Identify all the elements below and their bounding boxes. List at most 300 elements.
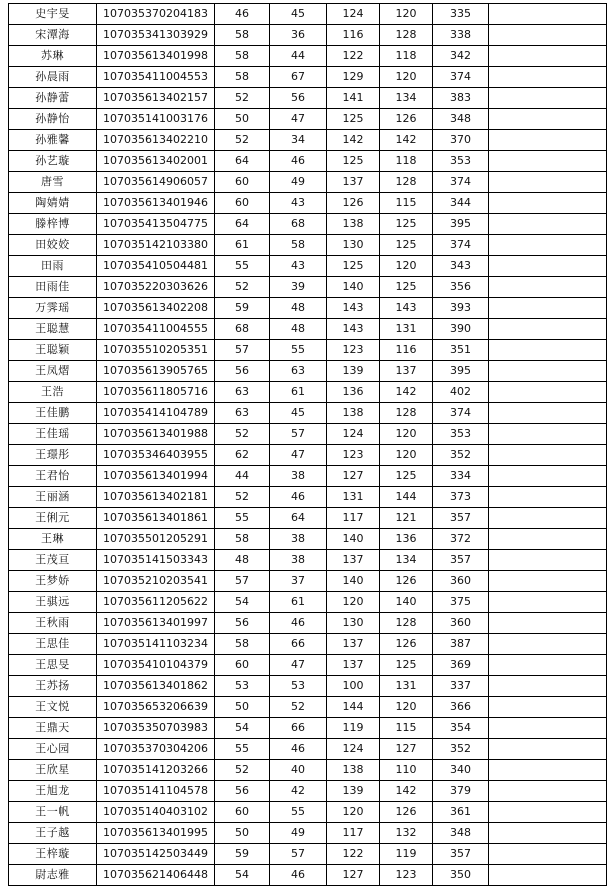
score-2-cell: 46 (270, 613, 327, 634)
note-cell (489, 529, 607, 550)
name-cell: 王丽涵 (9, 487, 97, 508)
total-cell: 344 (433, 193, 489, 214)
score-1-cell: 60 (215, 802, 270, 823)
score-3-cell: 129 (327, 67, 380, 88)
note-cell (489, 172, 607, 193)
note-cell (489, 550, 607, 571)
score-4-cell: 123 (380, 865, 433, 886)
name-cell: 王梓璇 (9, 844, 97, 865)
score-3-cell: 120 (327, 802, 380, 823)
score-2-cell: 40 (270, 760, 327, 781)
name-cell: 滕梓博 (9, 214, 97, 235)
exam-id-cell: 107035414104789 (97, 403, 215, 424)
score-4-cell: 140 (380, 592, 433, 613)
score-4-cell: 128 (380, 403, 433, 424)
total-cell: 379 (433, 781, 489, 802)
name-cell: 唐雪 (9, 172, 97, 193)
total-cell: 337 (433, 676, 489, 697)
total-cell: 374 (433, 235, 489, 256)
note-cell (489, 760, 607, 781)
note-cell (489, 235, 607, 256)
note-cell (489, 193, 607, 214)
score-4-cell: 128 (380, 613, 433, 634)
total-cell: 374 (433, 172, 489, 193)
score-4-cell: 131 (380, 319, 433, 340)
score-3-cell: 127 (327, 466, 380, 487)
score-1-cell: 60 (215, 655, 270, 676)
score-3-cell: 119 (327, 718, 380, 739)
score-4-cell: 127 (380, 739, 433, 760)
note-cell (489, 592, 607, 613)
table-row (9, 739, 607, 760)
score-1-cell: 56 (215, 361, 270, 382)
score-4-cell: 120 (380, 4, 433, 25)
note-cell (489, 4, 607, 25)
name-cell: 王文悦 (9, 697, 97, 718)
table-row (9, 172, 607, 193)
note-cell (489, 298, 607, 319)
exam-id-cell: 107035141203266 (97, 760, 215, 781)
name-cell: 王凤熠 (9, 361, 97, 382)
note-cell (489, 739, 607, 760)
table-row (9, 676, 607, 697)
score-3-cell: 137 (327, 655, 380, 676)
score-2-cell: 34 (270, 130, 327, 151)
score-2-cell: 55 (270, 802, 327, 823)
note-cell (489, 277, 607, 298)
exam-id-cell: 107035613402001 (97, 151, 215, 172)
table-row (9, 781, 607, 802)
score-3-cell: 116 (327, 25, 380, 46)
total-cell: 351 (433, 340, 489, 361)
score-2-cell: 47 (270, 655, 327, 676)
total-cell: 340 (433, 760, 489, 781)
exam-id-cell: 107035621406448 (97, 865, 215, 886)
table-row (9, 466, 607, 487)
table-row (9, 697, 607, 718)
score-2-cell: 55 (270, 340, 327, 361)
score-4-cell: 125 (380, 277, 433, 298)
score-2-cell: 43 (270, 256, 327, 277)
total-cell: 395 (433, 361, 489, 382)
table-row (9, 193, 607, 214)
exam-id-cell: 107035613401998 (97, 46, 215, 67)
exam-id-cell: 107035613402210 (97, 130, 215, 151)
exam-id-cell: 107035350703983 (97, 718, 215, 739)
table-row (9, 424, 607, 445)
table-row (9, 613, 607, 634)
score-4-cell: 110 (380, 760, 433, 781)
total-cell: 393 (433, 298, 489, 319)
score-2-cell: 49 (270, 172, 327, 193)
score-4-cell: 126 (380, 109, 433, 130)
score-4-cell: 142 (380, 382, 433, 403)
score-1-cell: 50 (215, 109, 270, 130)
total-cell: 375 (433, 592, 489, 613)
score-4-cell: 126 (380, 571, 433, 592)
exam-id-cell: 107035613401946 (97, 193, 215, 214)
exam-id-cell: 107035653206639 (97, 697, 215, 718)
exam-id-cell: 107035613401861 (97, 508, 215, 529)
score-3-cell: 125 (327, 151, 380, 172)
score-1-cell: 61 (215, 235, 270, 256)
score-3-cell: 131 (327, 487, 380, 508)
score-1-cell: 59 (215, 298, 270, 319)
score-4-cell: 119 (380, 844, 433, 865)
score-2-cell: 66 (270, 718, 327, 739)
table-row (9, 319, 607, 340)
exam-id-cell: 107035413504775 (97, 214, 215, 235)
score-2-cell: 42 (270, 781, 327, 802)
total-cell: 360 (433, 613, 489, 634)
total-cell: 395 (433, 214, 489, 235)
note-cell (489, 718, 607, 739)
score-1-cell: 58 (215, 67, 270, 88)
note-cell (489, 214, 607, 235)
total-cell: 350 (433, 865, 489, 886)
score-2-cell: 46 (270, 865, 327, 886)
score-4-cell: 120 (380, 445, 433, 466)
score-3-cell: 140 (327, 277, 380, 298)
score-4-cell: 115 (380, 193, 433, 214)
table-row (9, 214, 607, 235)
score-3-cell: 137 (327, 172, 380, 193)
score-2-cell: 36 (270, 25, 327, 46)
score-4-cell: 120 (380, 697, 433, 718)
name-cell: 王一帆 (9, 802, 97, 823)
total-cell: 338 (433, 25, 489, 46)
score-1-cell: 58 (215, 25, 270, 46)
note-cell (489, 487, 607, 508)
score-table (8, 3, 607, 886)
exam-id-cell: 107035613401988 (97, 424, 215, 445)
name-cell: 王秋雨 (9, 613, 97, 634)
score-4-cell: 126 (380, 802, 433, 823)
exam-id-cell: 107035210203541 (97, 571, 215, 592)
score-4-cell: 125 (380, 235, 433, 256)
total-cell: 374 (433, 403, 489, 424)
score-3-cell: 142 (327, 130, 380, 151)
score-1-cell: 57 (215, 340, 270, 361)
name-cell: 苏琳 (9, 46, 97, 67)
score-1-cell: 50 (215, 697, 270, 718)
table-row (9, 865, 607, 886)
score-3-cell: 138 (327, 403, 380, 424)
score-1-cell: 44 (215, 466, 270, 487)
table-row (9, 151, 607, 172)
score-2-cell: 38 (270, 529, 327, 550)
name-cell: 王旭龙 (9, 781, 97, 802)
table-row (9, 823, 607, 844)
score-1-cell: 59 (215, 844, 270, 865)
score-2-cell: 43 (270, 193, 327, 214)
score-3-cell: 124 (327, 4, 380, 25)
name-cell: 史宇旻 (9, 4, 97, 25)
name-cell: 王心园 (9, 739, 97, 760)
score-2-cell: 61 (270, 592, 327, 613)
score-3-cell: 138 (327, 760, 380, 781)
exam-id-cell: 107035613402181 (97, 487, 215, 508)
name-cell: 孙静蕾 (9, 88, 97, 109)
score-4-cell: 128 (380, 172, 433, 193)
note-cell (489, 67, 607, 88)
score-1-cell: 50 (215, 823, 270, 844)
score-3-cell: 117 (327, 823, 380, 844)
name-cell: 田姣姣 (9, 235, 97, 256)
total-cell: 357 (433, 844, 489, 865)
note-cell (489, 697, 607, 718)
score-sheet (8, 3, 606, 886)
note-cell (489, 340, 607, 361)
exam-id-cell: 107035613402157 (97, 88, 215, 109)
score-1-cell: 63 (215, 382, 270, 403)
exam-id-cell: 107035142103380 (97, 235, 215, 256)
score-table-body (9, 4, 607, 886)
total-cell: 352 (433, 739, 489, 760)
name-cell: 王子越 (9, 823, 97, 844)
score-1-cell: 55 (215, 256, 270, 277)
total-cell: 373 (433, 487, 489, 508)
note-cell (489, 823, 607, 844)
table-row (9, 802, 607, 823)
total-cell: 348 (433, 109, 489, 130)
exam-id-cell: 107035613401862 (97, 676, 215, 697)
exam-id-cell: 107035613402208 (97, 298, 215, 319)
table-row (9, 571, 607, 592)
score-2-cell: 46 (270, 739, 327, 760)
table-row (9, 529, 607, 550)
score-2-cell: 57 (270, 844, 327, 865)
table-row (9, 550, 607, 571)
name-cell: 王欣星 (9, 760, 97, 781)
table-row (9, 844, 607, 865)
score-2-cell: 48 (270, 298, 327, 319)
exam-id-cell: 107035141103234 (97, 634, 215, 655)
table-row (9, 592, 607, 613)
score-2-cell: 38 (270, 466, 327, 487)
note-cell (489, 571, 607, 592)
score-4-cell: 132 (380, 823, 433, 844)
score-4-cell: 125 (380, 466, 433, 487)
score-4-cell: 143 (380, 298, 433, 319)
score-1-cell: 52 (215, 760, 270, 781)
score-1-cell: 64 (215, 151, 270, 172)
score-3-cell: 117 (327, 508, 380, 529)
note-cell (489, 424, 607, 445)
score-2-cell: 39 (270, 277, 327, 298)
score-2-cell: 66 (270, 634, 327, 655)
exam-id-cell: 107035410504481 (97, 256, 215, 277)
note-cell (489, 382, 607, 403)
score-2-cell: 56 (270, 88, 327, 109)
score-3-cell: 141 (327, 88, 380, 109)
score-2-cell: 67 (270, 67, 327, 88)
score-1-cell: 58 (215, 46, 270, 67)
score-3-cell: 125 (327, 109, 380, 130)
score-4-cell: 142 (380, 781, 433, 802)
total-cell: 361 (433, 802, 489, 823)
score-3-cell: 122 (327, 46, 380, 67)
name-cell: 宋潭海 (9, 25, 97, 46)
note-cell (489, 613, 607, 634)
score-2-cell: 44 (270, 46, 327, 67)
note-cell (489, 466, 607, 487)
total-cell: 366 (433, 697, 489, 718)
score-3-cell: 127 (327, 865, 380, 886)
exam-id-cell: 107035370204183 (97, 4, 215, 25)
name-cell: 王鼎天 (9, 718, 97, 739)
total-cell: 357 (433, 550, 489, 571)
score-1-cell: 53 (215, 676, 270, 697)
name-cell: 孙晨雨 (9, 67, 97, 88)
score-2-cell: 63 (270, 361, 327, 382)
score-4-cell: 136 (380, 529, 433, 550)
score-1-cell: 55 (215, 739, 270, 760)
table-row (9, 235, 607, 256)
score-3-cell: 139 (327, 781, 380, 802)
note-cell (489, 508, 607, 529)
table-row (9, 403, 607, 424)
score-1-cell: 64 (215, 214, 270, 235)
exam-id-cell: 107035614906057 (97, 172, 215, 193)
table-row (9, 256, 607, 277)
score-3-cell: 137 (327, 634, 380, 655)
total-cell: 390 (433, 319, 489, 340)
total-cell: 372 (433, 529, 489, 550)
score-2-cell: 64 (270, 508, 327, 529)
note-cell (489, 130, 607, 151)
name-cell: 孙雅馨 (9, 130, 97, 151)
score-3-cell: 140 (327, 571, 380, 592)
score-2-cell: 46 (270, 487, 327, 508)
table-row (9, 382, 607, 403)
score-2-cell: 57 (270, 424, 327, 445)
score-1-cell: 52 (215, 424, 270, 445)
exam-id-cell: 107035220303626 (97, 277, 215, 298)
exam-id-cell: 107035411004555 (97, 319, 215, 340)
note-cell (489, 445, 607, 466)
score-1-cell: 60 (215, 172, 270, 193)
score-3-cell: 125 (327, 256, 380, 277)
score-3-cell: 120 (327, 592, 380, 613)
score-3-cell: 123 (327, 340, 380, 361)
name-cell: 王君怡 (9, 466, 97, 487)
note-cell (489, 151, 607, 172)
total-cell: 348 (433, 823, 489, 844)
score-2-cell: 48 (270, 319, 327, 340)
score-2-cell: 53 (270, 676, 327, 697)
score-4-cell: 120 (380, 424, 433, 445)
score-2-cell: 68 (270, 214, 327, 235)
note-cell (489, 88, 607, 109)
note-cell (489, 109, 607, 130)
score-3-cell: 136 (327, 382, 380, 403)
name-cell: 王苏扬 (9, 676, 97, 697)
exam-id-cell: 107035410104379 (97, 655, 215, 676)
score-1-cell: 46 (215, 4, 270, 25)
score-1-cell: 68 (215, 319, 270, 340)
name-cell: 王俐元 (9, 508, 97, 529)
score-1-cell: 63 (215, 403, 270, 424)
total-cell: 370 (433, 130, 489, 151)
total-cell: 354 (433, 718, 489, 739)
name-cell: 王佳瑶 (9, 424, 97, 445)
total-cell: 353 (433, 424, 489, 445)
score-4-cell: 120 (380, 67, 433, 88)
score-3-cell: 138 (327, 214, 380, 235)
score-1-cell: 54 (215, 718, 270, 739)
score-4-cell: 116 (380, 340, 433, 361)
score-2-cell: 58 (270, 235, 327, 256)
score-4-cell: 134 (380, 88, 433, 109)
score-3-cell: 100 (327, 676, 380, 697)
exam-id-cell: 107035501205291 (97, 529, 215, 550)
exam-id-cell: 107035142503449 (97, 844, 215, 865)
exam-id-cell: 107035346403955 (97, 445, 215, 466)
score-3-cell: 126 (327, 193, 380, 214)
score-4-cell: 134 (380, 550, 433, 571)
exam-id-cell: 107035611805716 (97, 382, 215, 403)
score-1-cell: 52 (215, 88, 270, 109)
table-row (9, 4, 607, 25)
name-cell: 王聪颖 (9, 340, 97, 361)
total-cell: 334 (433, 466, 489, 487)
table-row (9, 760, 607, 781)
score-4-cell: 125 (380, 214, 433, 235)
score-1-cell: 60 (215, 193, 270, 214)
table-row (9, 340, 607, 361)
score-2-cell: 45 (270, 403, 327, 424)
exam-id-cell: 107035613401994 (97, 466, 215, 487)
exam-id-cell: 107035370304206 (97, 739, 215, 760)
score-4-cell: 126 (380, 634, 433, 655)
table-row (9, 130, 607, 151)
score-4-cell: 128 (380, 25, 433, 46)
score-4-cell: 118 (380, 46, 433, 67)
note-cell (489, 46, 607, 67)
name-cell: 田雨佳 (9, 277, 97, 298)
score-1-cell: 57 (215, 571, 270, 592)
name-cell: 王聪慧 (9, 319, 97, 340)
score-3-cell: 143 (327, 319, 380, 340)
exam-id-cell: 107035341303929 (97, 25, 215, 46)
score-3-cell: 143 (327, 298, 380, 319)
score-4-cell: 131 (380, 676, 433, 697)
score-3-cell: 130 (327, 613, 380, 634)
total-cell: 402 (433, 382, 489, 403)
exam-id-cell: 107035613905765 (97, 361, 215, 382)
score-1-cell: 62 (215, 445, 270, 466)
table-row (9, 25, 607, 46)
score-4-cell: 125 (380, 655, 433, 676)
score-3-cell: 122 (327, 844, 380, 865)
table-row (9, 67, 607, 88)
score-4-cell: 142 (380, 130, 433, 151)
score-2-cell: 46 (270, 151, 327, 172)
score-3-cell: 124 (327, 739, 380, 760)
score-2-cell: 45 (270, 4, 327, 25)
total-cell: 383 (433, 88, 489, 109)
exam-id-cell: 107035411004553 (97, 67, 215, 88)
note-cell (489, 403, 607, 424)
note-cell (489, 256, 607, 277)
score-4-cell: 137 (380, 361, 433, 382)
table-row (9, 718, 607, 739)
score-1-cell: 52 (215, 277, 270, 298)
note-cell (489, 676, 607, 697)
name-cell: 王琳 (9, 529, 97, 550)
name-cell: 陶婧婧 (9, 193, 97, 214)
